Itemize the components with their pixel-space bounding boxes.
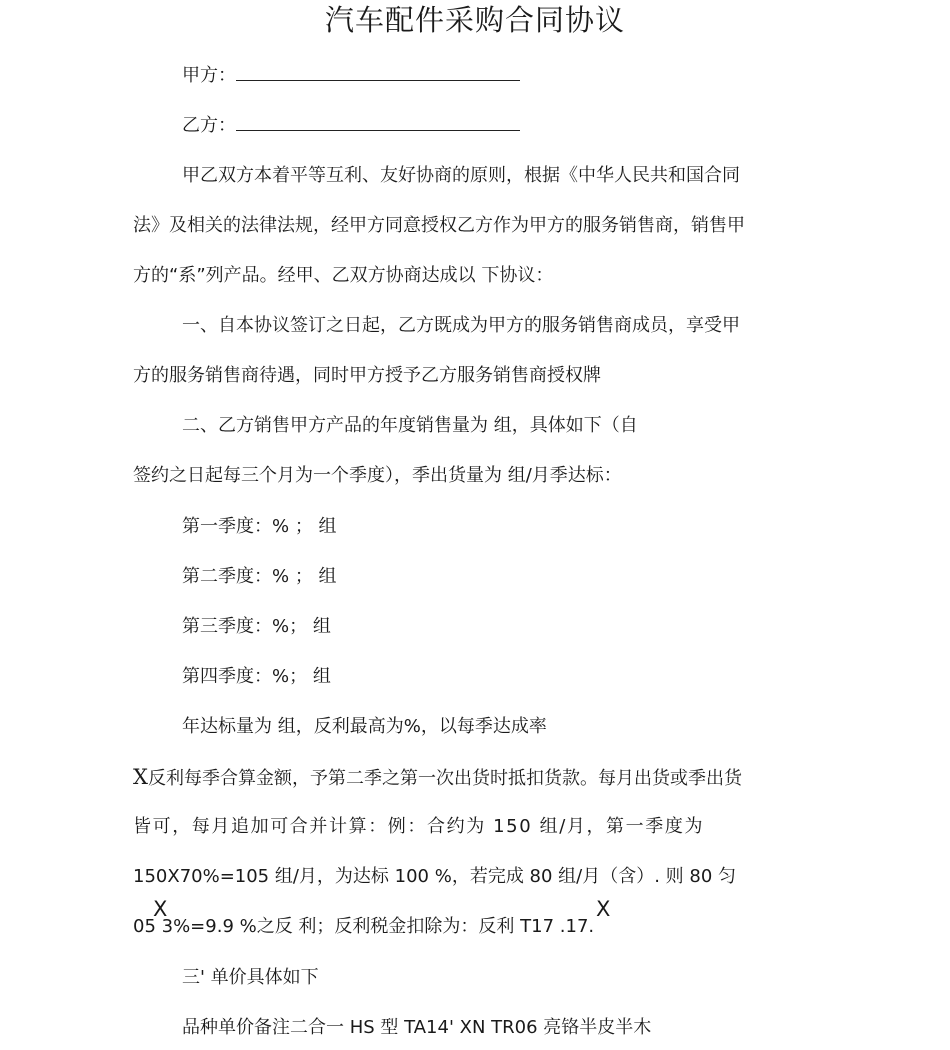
multiply-mark: X	[596, 897, 611, 921]
clause-2-line: 签约之日起每三个月为一个季度），季出货量为 组/月季达标：	[133, 465, 622, 486]
party-a-blank	[236, 64, 520, 81]
preamble-line: 甲乙双方本着平等互利、友好协商的原则，根据《中华人民共和国合同	[182, 165, 740, 186]
preamble-line: 法》及相关的法律法规，经甲方同意授权乙方作为甲方的服务销售商，销售甲	[133, 215, 745, 236]
preamble-line: 方的“系”列产品。经甲、乙双方协商达成以 下协议：	[133, 265, 554, 286]
rebate-line: 05 3%=9.9 %之反 利；反利税金扣除为：反利 T17 .17.	[133, 916, 595, 937]
quarter-3-line: 第三季度：%； 组	[182, 616, 331, 637]
party-b-blank	[236, 114, 520, 131]
quarter-4-line: 第四季度：%； 组	[182, 666, 331, 687]
party-b-label: 乙方：	[182, 115, 236, 136]
clause-2-line: 二、乙方销售甲方产品的年度销售量为 组，具体如下（自	[182, 415, 638, 436]
rebate-text: 反利每季合算金额，予第二季之第一次出货时抵扣货款。每月出货或季出货	[147, 768, 742, 789]
party-a-line	[182, 64, 520, 88]
rebate-line	[133, 765, 742, 791]
clause-3-line: 三' 单价具体如下	[182, 967, 319, 988]
document-title: 汽车配件采购合同协议	[324, 3, 625, 37]
quarter-1-line: 第一季度：% ； 组	[182, 516, 337, 537]
product-list-line: 品种单价备注二合一 HS 型 TA14' XN TR06 亮铬半皮半木	[182, 1017, 652, 1038]
rebate-line: 150X70%=105 组/月，为达标 100 %，若完成 80 组/月（含）. 则 80 匀	[133, 866, 737, 887]
party-b-line	[182, 114, 520, 138]
multiply-mark: X	[133, 765, 148, 789]
quarter-2-line: 第二季度：% ； 组	[182, 566, 337, 587]
rebate-line: 皆可，每月追加可合并计算：例：合约为 150 组/月，第一季度为	[133, 816, 705, 837]
multiply-mark: X	[153, 897, 168, 921]
party-a-label: 甲方：	[182, 65, 236, 86]
clause-1-line: 一、自本协议签订之日起，乙方既成为甲方的服务销售商成员，享受甲	[182, 315, 740, 336]
annual-target-line: 年达标量为 组，反利最高为%，以每季达成率	[182, 716, 547, 737]
clause-1-line: 方的服务销售商待遇，同时甲方授予乙方服务销售商授权牌	[133, 365, 601, 386]
